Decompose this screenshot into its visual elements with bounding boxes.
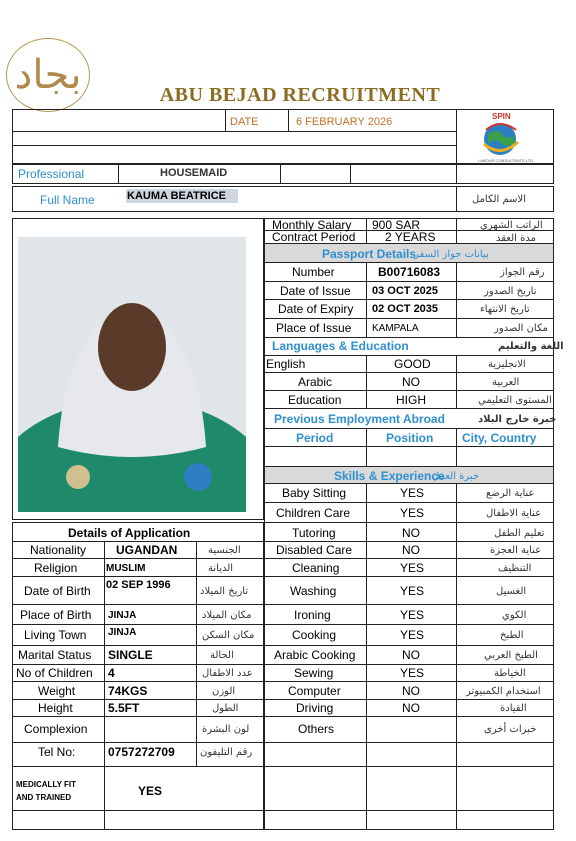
english-label: English (266, 357, 306, 371)
app-nationality-arabic: الجنسية (208, 545, 241, 556)
app-nationality-label: Nationality (30, 543, 87, 557)
full-name-value: KAUMA BEATRICE (127, 190, 226, 202)
skill-ironing-arabic: الكوي (502, 610, 527, 621)
issue-place-label: Place of Issue (276, 321, 352, 335)
app-children-label: No of Children (16, 666, 93, 680)
skill-washing-value: YES (400, 584, 425, 598)
app-pob-value: JINJA (108, 610, 137, 621)
app-marital-arabic: الحالة (210, 650, 234, 661)
employment-heading: Previous Employment Abroad (274, 412, 445, 426)
issue-date-value: 03 OCT 2025 (372, 285, 439, 297)
app-religion-arabic: الديانة (208, 563, 234, 574)
candidate-photo (18, 237, 246, 512)
medical-label-2: AND TRAINED (16, 793, 72, 802)
application-heading: Details of Application (68, 526, 191, 540)
period-value: 2 YEARS (385, 230, 436, 244)
expiry-date-label: Date of Expiry (278, 302, 354, 316)
passport-number-label: Number (292, 265, 335, 279)
skill-ironing-label: Ironing (294, 608, 331, 622)
issue-date-arabic: تاريخ الصدور (484, 286, 537, 297)
full-name-label: Full Name (40, 193, 95, 207)
skills-heading-arabic: خبرة العمل (432, 471, 480, 482)
arabic-value: NO (402, 375, 420, 389)
app-dob-value: 02 SEP 1996 (106, 579, 171, 591)
arabic-label: Arabic (298, 375, 333, 389)
skill-cooking-value: YES (400, 628, 425, 642)
medical-label-1: MEDICALLY FIT (16, 780, 77, 789)
skill-driving-label: Driving (296, 701, 334, 715)
app-livingtown-label: Living Town (24, 628, 87, 642)
employment-col-country: City, Country (462, 431, 537, 445)
issue-place-value: KAMPALA (372, 323, 419, 334)
skill-disabledcare-arabic: عناية العجزة (490, 545, 542, 556)
app-complexion-label: Complexion (24, 722, 88, 736)
passport-heading-arabic: بيانات جواز السفر (414, 249, 489, 260)
salary-label: Monthly Salary (272, 218, 352, 232)
expiry-date-value: 02 OCT 2035 (372, 303, 439, 315)
skill-arabiccooking-arabic: الطبخ العربي (484, 650, 538, 661)
skill-cleaning-value: YES (400, 561, 425, 575)
skill-cooking-label: Cooking (292, 628, 337, 642)
app-tel-arabic: رقم التليفون (200, 747, 253, 758)
skill-sewing-label: Sewing (294, 666, 334, 680)
app-pob-arabic: مكان الميلاد (202, 610, 252, 621)
app-pob-label: Place of Birth (20, 608, 92, 622)
skill-cooking-arabic: الطبخ (500, 630, 524, 641)
employment-heading-arabic: خبرة خارج البلاد (478, 414, 557, 425)
passport-number-value: B00716083 (378, 265, 441, 279)
skill-disabledcare-value: NO (402, 543, 420, 557)
passport-number-arabic: رقم الجواز (500, 267, 545, 278)
employment-col-position: Position (386, 431, 434, 445)
spin-label: SPIN (492, 112, 511, 121)
app-tel-value: 0757272709 (108, 745, 175, 759)
salary-value: 900 SAR (372, 218, 421, 232)
app-marital-label: Marital Status (18, 648, 92, 662)
app-height-value: 5.5FT (108, 701, 140, 715)
app-dob-arabic: تاريخ الميلاد (200, 586, 249, 597)
english-value: GOOD (394, 357, 431, 371)
app-height-label: Height (38, 701, 73, 715)
app-nationality-value: UGANDAN (116, 543, 178, 557)
skill-driving-value: NO (402, 701, 420, 715)
period-arabic: مدة العقد (496, 233, 536, 244)
app-weight-arabic: الوزن (212, 686, 236, 697)
full-name-arabic: الاسم الكامل (472, 194, 527, 205)
skills-heading: Skills & Experience (334, 469, 445, 483)
education-label: Education (288, 393, 342, 407)
app-marital-value: SINGLE (108, 648, 153, 662)
app-dob-label: Date of Birth (24, 584, 91, 598)
company-title: ABU BEJAD RECRUITMENT (159, 84, 441, 106)
skill-tutoring-value: NO (402, 526, 420, 540)
skill-driving-arabic: القيادة (500, 703, 527, 714)
salary-arabic: الراتب الشهري (480, 220, 543, 231)
skill-babysitting-label: Baby Sitting (282, 486, 347, 500)
languages-heading: Languages & Education (272, 339, 409, 353)
skill-washing-label: Washing (290, 584, 337, 598)
english-arabic: الانجليزية (488, 359, 526, 370)
app-height-arabic: الطول (212, 703, 239, 714)
skill-childrencare-value: YES (400, 506, 425, 520)
date-value: 6 FEBRUARY 2026 (296, 116, 393, 128)
languages-heading-arabic: اللغة والتعليم (498, 341, 564, 352)
arabic-arabic: العربية (492, 377, 520, 388)
spin-subtitle: LABOUR CONSULTANTS LTD (478, 158, 534, 163)
skill-arabiccooking-label: Arabic Cooking (274, 648, 356, 662)
skill-cleaning-arabic: التنظيف (498, 563, 532, 574)
skill-disabledcare-label: Disabled Care (276, 543, 353, 557)
skill-others-label: Others (298, 722, 335, 736)
app-children-value: 4 (108, 666, 115, 680)
skill-sewing-value: YES (400, 666, 425, 680)
company-logo (6, 38, 90, 112)
skill-tutoring-arabic: تعليم الطفل (494, 528, 545, 539)
skill-babysitting-arabic: عناية الرضع (486, 488, 535, 499)
education-value: HIGH (396, 393, 426, 407)
issue-place-arabic: مكان الصدور (494, 323, 548, 334)
employment-col-period: Period (296, 431, 334, 445)
skill-arabiccooking-value: NO (402, 648, 420, 662)
portrait-icon (18, 237, 246, 512)
expiry-date-arabic: تاريخ الانتهاء (480, 304, 530, 315)
skill-others-arabic: خبرات أخرى (484, 724, 537, 735)
skill-ironing-value: YES (400, 608, 425, 622)
skill-computer-label: Computer (288, 684, 341, 698)
app-religion-value: MUSLIM (106, 563, 146, 574)
skill-childrencare-label: Children Care (276, 506, 351, 520)
skill-sewing-arabic: الخياطة (494, 668, 526, 679)
period-label: Contract Period (272, 230, 356, 244)
logo-glyph: بجاد (14, 52, 82, 98)
professional-value: HOUSEMAID (160, 167, 228, 179)
skill-computer-arabic: استخدام الكمبيوتر (466, 686, 541, 697)
app-children-arabic: عدد الاطفال (202, 668, 253, 679)
skill-babysitting-value: YES (400, 486, 425, 500)
skill-childrencare-arabic: عناية الاطفال (486, 508, 542, 519)
app-livingtown-value: JINJA (108, 627, 137, 638)
app-weight-label: Weight (38, 684, 76, 698)
skill-washing-arabic: الغسيل (496, 586, 527, 597)
app-livingtown-arabic: مكان السكن (202, 630, 255, 641)
medical-value: YES (138, 784, 163, 798)
skill-computer-value: NO (402, 684, 420, 698)
professional-row (12, 163, 554, 184)
date-label: DATE (230, 116, 259, 128)
skill-cleaning-label: Cleaning (292, 561, 340, 575)
passport-heading: Passport Details (322, 247, 417, 261)
education-arabic: المستوى التعليمي (478, 395, 552, 406)
skill-tutoring-label: Tutoring (292, 526, 336, 540)
app-complexion-arabic: لون البشرة (202, 724, 250, 735)
app-religion-label: Religion (34, 561, 78, 575)
issue-date-label: Date of Issue (280, 284, 351, 298)
app-tel-label: Tel No: (38, 745, 76, 759)
app-weight-value: 74KGS (108, 684, 148, 698)
spin-logo (456, 110, 548, 164)
professional-label: Professional (18, 167, 85, 181)
